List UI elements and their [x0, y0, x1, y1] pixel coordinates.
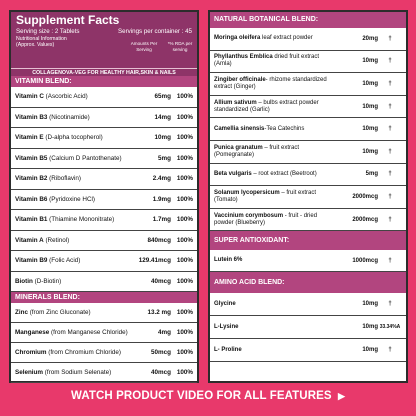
ingredient-name-bold: Vitamin B2 [15, 175, 48, 182]
dagger-mark: † [388, 347, 392, 354]
ingredient-name-bold: L- Proline [214, 346, 242, 353]
botanical-list [210, 28, 406, 231]
ingredient-name [214, 171, 338, 178]
ingredient-name [214, 347, 338, 354]
ingredient-name-bold: Vitamin B9 [15, 257, 48, 264]
dagger-mark: † [388, 216, 392, 223]
ingredient-amount: 4mg [158, 329, 171, 336]
ingredient-name [15, 257, 139, 265]
ingredient-amount: 40mcg [151, 277, 171, 285]
amino-acid-heading: AMINO ACID BLEND: [210, 272, 406, 293]
botanical-blend-heading: NATURAL BOTANICAL BLEND: [210, 12, 406, 28]
ingredient-name [214, 35, 338, 42]
ingredient-amount: 5mg [365, 171, 378, 178]
ingredient-name-detail: dried fruit extract (Amla) [214, 54, 320, 68]
ingredient-name-bold: Allium sativum [214, 99, 257, 106]
ingredient-name-bold: Vitamin B5 [15, 154, 48, 162]
ingredient-name-detail: - fruit - dried powder (Blueberry) [214, 212, 318, 226]
ingredient-name-bold: Solanum lycopersicum [214, 189, 280, 196]
ingredient-amount: 1000mcg [352, 257, 378, 264]
dagger-mark: † [388, 35, 392, 42]
ingredient-name [15, 175, 153, 183]
rda-percent: 100% [176, 349, 193, 356]
ingredient-amount: 20mg [362, 35, 378, 42]
ingredient-name [15, 155, 158, 163]
ingredient-amount: 10mg [362, 126, 378, 133]
ingredient-name-bold: Vitamin C [15, 93, 44, 100]
ingredient-name-detail: (D-alpha tocopherol) [43, 134, 103, 141]
ingredient-name [15, 134, 155, 142]
ingredient-amount: 65mg [154, 93, 171, 101]
ingredient-row [210, 118, 406, 141]
ingredient-name-detail: (Thiamine Mononitrate) [47, 216, 115, 223]
play-arrow-icon: ▶ [337, 391, 345, 401]
rda-percent: 100% [176, 93, 193, 101]
ingredient-amount: 40mcg [151, 369, 171, 376]
nutrient-row [11, 210, 197, 231]
ingredient-amount: 10mg [362, 103, 378, 110]
ingredient-name-detail: – fruit extract (Tomato) [214, 189, 317, 203]
ingredient-name-bold: Chromium [15, 348, 47, 356]
ingredient-amount: 10mg [362, 301, 378, 308]
ingredient-name-bold: Zingiber officinale [214, 76, 266, 83]
ingredient-name-bold: L-Lysine [214, 323, 239, 330]
ingredient-name [214, 126, 338, 133]
nutrient-row [11, 190, 197, 211]
dagger-mark: † [388, 193, 392, 200]
ingredient-name-bold: Vitamin E [15, 134, 44, 141]
ingredient-name [15, 278, 151, 286]
dagger-mark: † [388, 58, 392, 65]
rda-percent: 100% [176, 309, 193, 316]
ingredient-row [210, 96, 406, 119]
ingredient-name-detail: (Nicotinamide) [47, 113, 90, 121]
product-tagline: COLLAGENOVA-VEG FOR HEALTHY HAIR,SKIN & NAILS [11, 68, 197, 76]
ingredient-name-detail: (Riboflavin) [47, 175, 82, 182]
rda-percent: 100% [176, 236, 193, 244]
ingredient-name-detail: (Ascorbic Acid) [43, 93, 88, 100]
ingredient-amount: 10mg [362, 148, 378, 155]
ingredient-name-bold: Moringa oleifera [214, 35, 261, 42]
nutrient-row [11, 169, 197, 190]
ingredient-amount: 2000mcg [352, 193, 378, 200]
dagger-mark: † [388, 126, 392, 133]
ingredient-name [214, 77, 338, 91]
nutrient-row [11, 343, 197, 363]
ingredient-name [214, 213, 338, 227]
ingredient-amount: 10mg [154, 134, 171, 142]
dagger-mark: † [388, 103, 392, 110]
ingredient-name [15, 114, 155, 122]
ingredient-name-bold: Glycine [214, 300, 236, 307]
ingredient-name-detail: -Tea Catechins [264, 125, 305, 132]
ingredient-row [210, 339, 406, 362]
ingredient-name-detail: (Retinol) [43, 236, 70, 244]
ingredient-amount: 840mcg [147, 236, 171, 244]
vitamin-list [11, 87, 197, 292]
ingredient-amount: 2000mcg [352, 216, 378, 223]
ingredient-name-bold: Vitamin A [15, 236, 44, 244]
ingredient-name [15, 329, 158, 337]
ingredient-row [210, 51, 406, 74]
vitamin-blend-heading: VITAMIN BLEND: [11, 76, 197, 87]
mineral-list [11, 303, 197, 383]
nutrient-row [11, 128, 197, 149]
supplement-facts-panel [9, 10, 199, 383]
ingredient-row [210, 28, 406, 51]
supplement-facts-header [11, 12, 197, 68]
dagger-mark: † [388, 257, 392, 264]
dagger-mark: † [388, 301, 392, 308]
ingredient-name-detail: (Calcium D Pantothenate) [47, 154, 122, 162]
nutritional-info: Nutritional Information [16, 36, 67, 42]
servings-per-container: Servings per container : 45 [118, 28, 192, 35]
nutrient-row [11, 251, 197, 272]
col-rda-header: *% RDA per serving [167, 41, 193, 52]
ingredient-amount: 5mg [158, 154, 171, 162]
amino-list [210, 293, 406, 362]
ingredient-name [214, 100, 338, 114]
ingredient-name [15, 309, 148, 317]
ingredient-amount: 13.2 mg [147, 309, 171, 316]
rda-percent: 100% [176, 134, 193, 142]
ingredient-name [214, 190, 338, 204]
ingredient-amount: 129.41mcg [138, 257, 171, 265]
rda-percent: 100% [176, 329, 193, 336]
ingredient-amount: 10mg [362, 324, 378, 331]
approx-values: (Approx. Values) [16, 42, 55, 48]
ingredient-name-bold: Lutein 6% [214, 257, 243, 264]
botanical-panel [208, 10, 408, 383]
ingredient-name [214, 324, 338, 331]
ingredient-amount: 1.7mg [152, 216, 171, 224]
ingredient-amount: 10mg [362, 347, 378, 354]
watch-video-banner[interactable] [0, 390, 416, 402]
ingredient-row [210, 250, 406, 272]
rda-percent: 100% [176, 113, 193, 121]
ingredient-amount: 1.9mg [152, 195, 171, 203]
ingredient-name-detail: - rhizome standardized extract (Ginger) [214, 76, 327, 90]
ingredient-row [210, 293, 406, 316]
ingredient-name-bold: Beta vulgaris [214, 170, 252, 177]
ingredient-name [15, 349, 151, 357]
ingredient-name [214, 54, 338, 68]
nutrient-row [11, 149, 197, 170]
ingredient-name-detail: (from Chromium Chloride) [46, 348, 122, 356]
ingredient-row [210, 164, 406, 187]
ingredient-name [15, 237, 148, 245]
dagger-mark: † [388, 80, 392, 87]
nutrient-row [11, 231, 197, 252]
ingredient-name-detail: – bulbs extract powder standardized (Garlic) [214, 99, 319, 113]
dagger-mark: † [388, 148, 392, 155]
nutrient-row [11, 323, 197, 343]
rda-percent: 100% [176, 175, 193, 183]
ingredient-name-detail: (from Zinc Gluconate) [27, 308, 91, 316]
ingredient-name-bold: Vitamin B1 [15, 216, 48, 223]
ingredient-name [214, 301, 338, 308]
ingredient-name-detail: (Folic Acid) [47, 257, 81, 264]
ingredient-amount: 50mcg [151, 349, 171, 356]
nutrient-row [11, 363, 197, 383]
ingredient-name [15, 369, 151, 377]
ingredient-name-detail: – root extract (Beetroot) [251, 170, 317, 177]
ingredient-name-bold: Vaccinium corymbosum [214, 212, 284, 219]
ingredient-name-bold: Selenium [15, 368, 43, 376]
supplement-facts-title: Supplement Facts [16, 13, 120, 27]
dagger-mark: † [388, 171, 392, 178]
ingredient-name-bold: Vitamin B3 [15, 113, 48, 121]
super-antioxidant-heading: SUPER ANTIOXIDANT: [210, 231, 406, 250]
rda-percent: 100% [176, 154, 193, 162]
ingredient-name-bold: Manganese [15, 328, 50, 336]
ingredient-name [15, 216, 153, 224]
serving-size: Serving size : 2 Tablets [16, 28, 80, 35]
ingredient-name-bold: Punica granatum [214, 144, 263, 151]
watch-video-text: WATCH PRODUCT VIDEO FOR ALL FEATURES [71, 390, 332, 402]
rda-percent: 100% [176, 369, 193, 376]
ingredient-name-bold: Phyllanthus Emblica [214, 54, 273, 61]
ingredient-name-detail: (D-Biotin) [32, 277, 62, 285]
ingredient-row [210, 186, 406, 209]
nutrient-row [11, 87, 197, 108]
ingredient-name-bold: Biotin [15, 277, 33, 285]
rda-percent: 100% [176, 216, 193, 224]
ingredient-name-detail: (from Manganese Chloride) [49, 328, 128, 336]
ingredient-name-bold: Camellia sinensis [214, 125, 265, 132]
ingredient-name-detail: (Pyridoxine HCl) [47, 195, 96, 203]
ingredient-name-detail: (from Sodium Selenate) [43, 368, 112, 376]
rda-percent: 100% [176, 257, 193, 265]
ingredient-name-bold: Vitamin B6 [15, 195, 48, 203]
ingredient-amount: 2.4mg [152, 175, 171, 183]
ingredient-row [210, 209, 406, 232]
antioxidant-list [210, 250, 406, 272]
col-amount-header: Amounts Per Serving [130, 41, 158, 52]
ingredient-name-detail: – fruit extract (Pomegranate) [214, 144, 300, 158]
ingredient-name [15, 196, 153, 204]
ingredient-name [214, 145, 338, 159]
nutrient-row [11, 303, 197, 323]
ingredient-name [214, 257, 338, 264]
ingredient-name-detail: leaf extract powder [260, 35, 313, 42]
ingredient-row [210, 73, 406, 96]
nutrient-row [11, 272, 197, 293]
dagger-mark: 33.34%A [379, 324, 401, 331]
rda-percent: 100% [176, 277, 193, 285]
ingredient-name [15, 93, 155, 101]
ingredient-amount: 10mg [362, 80, 378, 87]
ingredient-name-bold: Zinc [15, 308, 28, 316]
ingredient-amount: 10mg [362, 58, 378, 65]
ingredient-amount: 14mg [154, 113, 171, 121]
ingredient-row [210, 141, 406, 164]
minerals-blend-heading: MINERALS BLEND: [11, 292, 197, 303]
nutrient-row [11, 108, 197, 129]
rda-percent: 100% [176, 195, 193, 203]
ingredient-row [210, 316, 406, 339]
